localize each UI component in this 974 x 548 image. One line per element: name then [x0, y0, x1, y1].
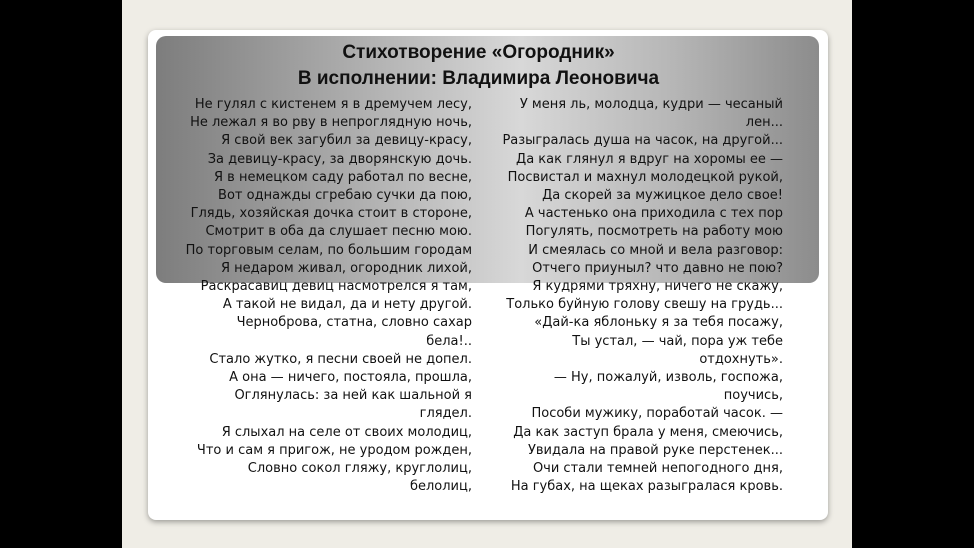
poem-line: отдохнуть».: [699, 351, 783, 367]
poem-right-column: [478, 96, 783, 496]
poem-line: Что и сам я пригож, не уродом рожден,: [196, 442, 472, 458]
poem-line: Разыгралась душа на часок, на другой...: [502, 133, 783, 149]
poem-line: Оглянулась: за ней как шальной я: [234, 388, 472, 404]
title-line-poem: Стихотворение «Огородник»: [342, 42, 615, 63]
poem-line: Стало жутко, я песни своей не допел.: [209, 351, 472, 367]
poem-line: Я недаром живал, огородник лихой,: [221, 260, 472, 276]
poem-left-column: [160, 96, 472, 496]
poem-line: Пособи мужику, поработай часок. —: [531, 406, 783, 422]
poem-line: А она — ничего, постояла, прошла,: [229, 370, 472, 386]
poem-line: Увидала на правой руке перстенек...: [527, 442, 783, 458]
poem-line: — Ну, пожалуй, изволь, госпожа,: [553, 370, 783, 386]
poem-line: За девицу-красу, за дворянскую дочь.: [207, 151, 472, 167]
poem-line: Раскрасавиц девиц насмотрелся я там,: [200, 279, 472, 295]
poem-line: И смеялась со мной и вела разговор:: [528, 242, 783, 258]
poem-line: поучись,: [723, 388, 783, 404]
slide-title: [156, 40, 801, 92]
poem-line: На губах, на щеках разыгралася кровь.: [510, 479, 783, 495]
poem-line: По торговым селам, по большим городам: [185, 242, 472, 258]
poem-line: белолиц,: [409, 479, 472, 495]
poem-line: Погулять, посмотреть на работу мою: [525, 224, 783, 240]
poem-line: Да как глянул я вдруг на хоромы ее —: [516, 151, 783, 167]
poem-line: Да как заступ брала у меня, смеючись,: [513, 424, 783, 440]
poem-line: Глядь, хозяйская дочка стоит в стороне,: [190, 206, 472, 222]
poem-line: Словно сокол гляжу, круглолиц,: [247, 461, 472, 477]
poem-line: Да скорей за мужицкое дело свое!: [542, 188, 783, 204]
poem-line: Смотрит в оба да слушает песню мою.: [205, 224, 472, 240]
poem-line: Я слыхал на селе от своих молодиц,: [221, 424, 472, 440]
poem-line: Очи стали темней непогодного дня,: [532, 461, 783, 477]
poem-line: Вот однажды сгребаю сучки да пою,: [218, 188, 472, 204]
poem-line: Только буйную голову свешу на грудь...: [506, 297, 783, 313]
poem-line: А частенько она приходила с тех пор: [524, 206, 783, 222]
poem-line: Не лежал я во рву в непроглядную ночь,: [190, 115, 472, 131]
poem-line: У меня ль, молодца, кудри — чесаный: [519, 97, 783, 112]
poem-line: Не гулял с кистенем я в дремучем лесу,: [194, 97, 472, 112]
poem-line: Я свой век загубил за девицу-красу,: [221, 133, 472, 149]
poem-line: глядел.: [419, 406, 472, 422]
poem-line: Посвистал и махнул молодецкой рукой,: [507, 169, 783, 185]
title-line-performer: В исполнении: Владимира Леоновича: [297, 68, 660, 89]
poem-line: Отчего приуныл? что давно не пою?: [532, 260, 783, 276]
poem-line: лен...: [745, 115, 783, 131]
poem-line: Я в немецком саду работал по весне,: [214, 169, 472, 185]
poem-line: Ты устал, — чай, пора уж тебе: [572, 333, 783, 349]
poem-line: «Дай-ка яблоньку я за тебя посажу,: [534, 315, 783, 331]
poem-line: бела!..: [426, 333, 472, 349]
poem-line: Я кудрями тряхну, ничего не скажу,: [532, 279, 783, 295]
poem-line: Черноброва, статна, словно сахар: [236, 315, 472, 331]
poem-line: А такой не видал, да и нету другой.: [222, 297, 472, 313]
